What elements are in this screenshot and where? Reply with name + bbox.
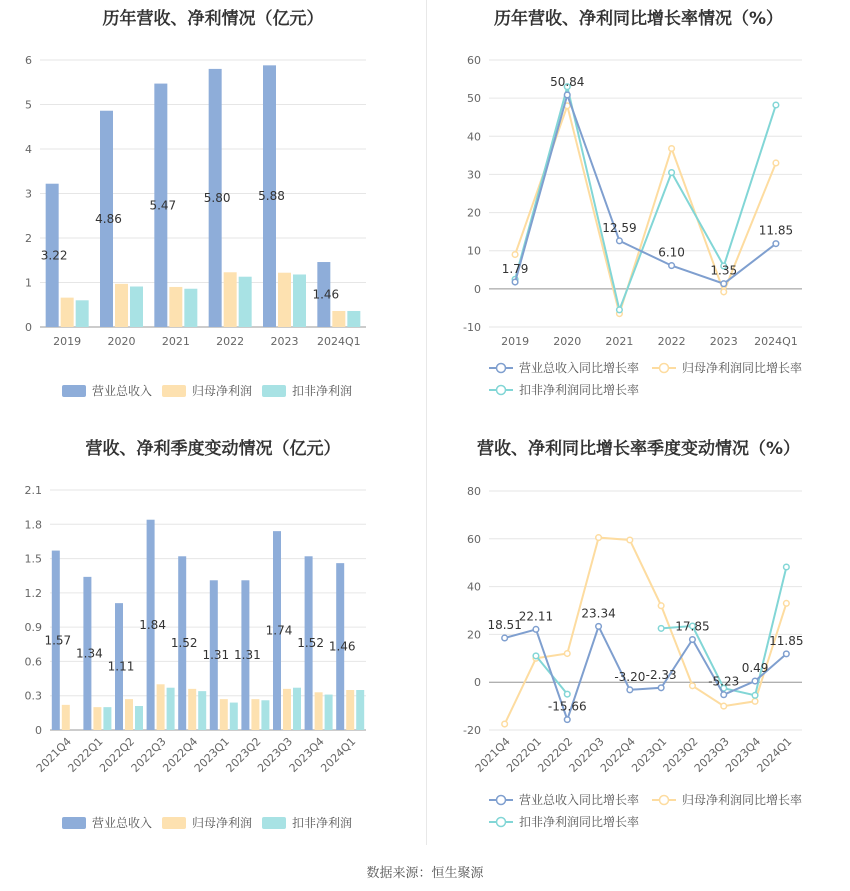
y-tick-label: 60: [467, 54, 481, 67]
data-label: -5.23: [708, 674, 740, 689]
x-tick-label: 2022: [657, 335, 686, 348]
y-tick-label: 40: [467, 130, 481, 144]
deducted-profit-bar: [325, 695, 333, 730]
data-label: 11.85: [769, 633, 804, 648]
data-label: 1.31: [202, 648, 230, 663]
net-profit-bar: [115, 284, 128, 327]
net-profit-growth-point: [721, 703, 727, 709]
data-label: 17.85: [675, 619, 710, 634]
deducted-profit-growth-point: [773, 102, 779, 108]
quarterly-growth-panel: [427, 425, 850, 850]
data-label: 4.86: [95, 211, 122, 226]
y-tick-label: 1.8: [24, 518, 42, 532]
data-label: 1.46: [312, 287, 340, 302]
revenue-growth-point: [773, 241, 779, 247]
x-tick-label: 2023Q1: [629, 734, 670, 775]
net-profit-bar: [224, 272, 237, 327]
data-label: 5.80: [203, 190, 231, 205]
x-tick-label: 2022Q4: [597, 734, 638, 775]
net-profit-growth-line: [505, 538, 787, 724]
x-tick-label: 2021Q4: [33, 734, 74, 775]
legend-swatch: [262, 385, 286, 397]
legend-swatch-marker: [497, 364, 506, 373]
legend-swatch: [62, 385, 86, 397]
data-label: 22.11: [518, 609, 554, 624]
legend-label: 营业总收入同比增长率: [519, 361, 640, 375]
x-tick-label: 2022Q3: [128, 734, 169, 775]
x-tick-label: 2020: [553, 335, 582, 348]
net-profit-growth-point: [564, 651, 570, 657]
net-profit-growth-point: [690, 683, 696, 689]
y-tick-label: 20: [467, 206, 481, 220]
data-label: 1.84: [139, 617, 166, 632]
y-tick-label: 0: [474, 676, 481, 690]
deducted-profit-growth-point: [784, 564, 790, 570]
revenue-growth-point: [627, 687, 633, 693]
deducted-profit-bar: [135, 706, 143, 730]
data-label: 1.46: [328, 639, 356, 654]
revenue-growth-point: [502, 635, 508, 641]
net-profit-growth-point: [512, 252, 518, 258]
deducted-profit-bar: [103, 707, 111, 730]
revenue-growth-point: [784, 651, 790, 657]
deducted-profit-bar: [293, 274, 306, 327]
deducted-profit-bar: [184, 289, 197, 327]
y-tick-label: 50: [467, 92, 481, 106]
y-tick-label: 1.5: [24, 552, 42, 566]
y-tick-label: 40: [467, 580, 481, 594]
x-tick-label: 2022Q2: [97, 734, 138, 775]
y-tick-label: 0: [474, 282, 481, 296]
data-label: 1.35: [710, 263, 738, 278]
deducted-profit-bar: [167, 688, 175, 730]
data-source: 数据来源：恒生聚源: [366, 866, 484, 881]
annual-bar-chart: [0, 0, 426, 420]
deducted-profit-bar: [356, 690, 364, 730]
net-profit-bar: [251, 699, 259, 730]
revenue-growth-point: [564, 717, 570, 723]
chart-title: 营收、净利同比增长率季度变动情况（%）: [476, 439, 801, 459]
revenue-growth-line: [515, 95, 776, 284]
x-tick-label: 2022Q4: [160, 734, 201, 775]
deducted-profit-bar: [261, 700, 269, 730]
net-profit-bar: [283, 689, 291, 730]
x-tick-label: 2023Q3: [691, 734, 732, 775]
revenue-growth-point: [596, 624, 602, 630]
quarterly-line-chart: [427, 425, 850, 850]
net-profit-bar: [315, 692, 323, 730]
x-tick-label: 2021: [605, 335, 634, 348]
legend-label: 归母净利润: [192, 384, 253, 398]
revenue-growth-point: [617, 238, 623, 244]
y-tick-label: 0: [25, 321, 32, 334]
y-tick-label: 0.6: [24, 655, 42, 669]
deducted-profit-bar: [293, 688, 301, 730]
legend-swatch-marker: [497, 386, 506, 395]
legend-label: 营业总收入: [92, 384, 153, 398]
legend-label: 营业总收入同比增长率: [519, 793, 640, 807]
deducted-profit-bar: [230, 703, 238, 730]
deducted-profit-bar: [347, 311, 360, 327]
y-tick-label: 1: [25, 276, 32, 290]
deducted-profit-growth-point: [669, 170, 675, 176]
deducted-profit-bar: [130, 287, 143, 327]
deducted-profit-growth-point: [658, 626, 664, 632]
revenue-growth-point: [512, 279, 518, 285]
data-label: 1.57: [44, 633, 72, 648]
data-label: 1.52: [297, 636, 324, 651]
annual-growth-panel: [427, 0, 850, 420]
y-tick-label: 0: [35, 724, 42, 737]
x-tick-label: 2019: [53, 335, 82, 348]
net-profit-growth-point: [773, 160, 779, 166]
y-tick-label: -10: [463, 321, 481, 334]
net-profit-growth-point: [627, 537, 633, 543]
y-tick-label: 2: [25, 232, 32, 245]
deducted-profit-growth-point: [533, 653, 539, 659]
data-label: 23.34: [581, 606, 616, 621]
legend-swatch-marker: [497, 796, 506, 805]
x-tick-label: 2023Q1: [191, 734, 232, 775]
legend-label: 归母净利润同比增长率: [682, 361, 803, 375]
legend-swatch-marker: [497, 818, 506, 827]
net-profit-bar: [278, 273, 291, 327]
y-tick-label: 3: [25, 187, 32, 201]
chart-title: 历年营收、净利情况（亿元）: [102, 9, 324, 29]
y-tick-label: 5: [25, 98, 32, 112]
x-tick-label: 2024Q1: [754, 335, 798, 348]
x-tick-label: 2023: [709, 335, 738, 348]
x-tick-label: 2022Q2: [535, 734, 576, 775]
net-profit-growth-point: [721, 289, 727, 295]
net-profit-bar: [62, 705, 70, 730]
legend-swatch: [262, 817, 286, 829]
net-profit-bar: [93, 707, 101, 730]
legend-label: 营业总收入: [92, 816, 153, 830]
y-tick-label: 30: [467, 168, 481, 182]
data-label: 11.85: [758, 223, 794, 238]
legend-label: 扣非净利润: [292, 816, 353, 830]
deducted-profit-growth-point: [617, 307, 623, 313]
legend-label: 扣非净利润: [292, 384, 353, 398]
x-tick-label: 2024Q1: [317, 335, 361, 348]
legend-label: 扣非净利润同比增长率: [519, 815, 640, 829]
legend-label: 归母净利润同比增长率: [682, 793, 803, 807]
net-profit-bar: [332, 311, 345, 327]
x-tick-label: 2021Q4: [472, 734, 513, 775]
net-profit-bar: [169, 287, 182, 327]
net-profit-bar: [157, 684, 165, 730]
x-tick-label: 2022Q3: [566, 734, 607, 775]
revenue-growth-point: [669, 263, 675, 269]
annual-revenue-profit-panel: [0, 0, 426, 420]
x-tick-label: 2023Q3: [255, 734, 296, 775]
data-label: 1.34: [76, 646, 103, 661]
y-tick-label: 10: [467, 244, 481, 258]
revenue-growth-point: [533, 627, 539, 633]
data-label: 6.10: [658, 245, 685, 260]
x-tick-label: 2023Q2: [660, 734, 701, 775]
y-tick-label: 0.9: [24, 621, 42, 635]
revenue-growth-point: [721, 281, 727, 287]
x-tick-label: 2023Q4: [723, 734, 764, 775]
net-profit-bar: [61, 298, 74, 327]
revenue-growth-point: [721, 692, 727, 698]
x-tick-label: 2022Q1: [504, 734, 545, 775]
y-tick-label: -20: [463, 724, 481, 737]
y-tick-label: 1.2: [24, 586, 42, 600]
net-profit-bar: [346, 690, 354, 730]
net-profit-growth-point: [669, 146, 675, 152]
data-label: 0.49: [741, 661, 769, 676]
data-label: 12.59: [602, 220, 637, 235]
legend-swatch-marker: [660, 796, 669, 805]
legend-label: 扣非净利润同比增长率: [519, 383, 640, 397]
legend-label: 归母净利润: [192, 816, 253, 830]
x-tick-label: 2023Q4: [286, 734, 327, 775]
net-profit-growth-point: [596, 535, 602, 541]
data-label: 1.52: [170, 636, 198, 651]
annual-line-chart: [427, 0, 850, 420]
chart-title: 营收、净利季度变动情况（亿元）: [85, 439, 341, 459]
data-label: 3.22: [40, 248, 68, 263]
revenue-growth-point: [752, 678, 758, 684]
y-tick-label: 20: [467, 628, 481, 642]
y-tick-label: 2.1: [24, 484, 42, 497]
deducted-profit-growth-point: [564, 691, 570, 697]
legend-swatch-marker: [660, 364, 669, 373]
x-tick-label: 2021: [161, 335, 190, 348]
chart-title: 历年营收、净利同比增长率情况（%）: [493, 9, 784, 29]
x-tick-label: 2024Q1: [318, 734, 359, 775]
legend-swatch: [162, 385, 186, 397]
revenue-growth-point: [564, 92, 570, 98]
y-tick-label: 4: [25, 143, 32, 156]
x-tick-label: 2023: [270, 335, 299, 348]
deducted-profit-bar: [239, 277, 252, 327]
net-profit-growth-point: [658, 603, 664, 609]
data-label: -2.33: [645, 667, 677, 682]
x-tick-label: 2022Q1: [65, 734, 106, 775]
data-label: 1.74: [265, 623, 293, 638]
net-profit-bar: [188, 689, 196, 730]
revenue-growth-point: [690, 637, 696, 643]
net-profit-bar: [125, 699, 133, 730]
net-profit-growth-point: [784, 601, 790, 607]
data-label: 5.47: [149, 198, 177, 213]
net-profit-bar: [220, 699, 228, 730]
x-tick-label: 2023Q2: [223, 734, 264, 775]
quarterly-bar-chart: [0, 425, 426, 850]
x-tick-label: 2022: [216, 335, 245, 348]
net-profit-growth-point: [752, 699, 758, 705]
legend-swatch: [162, 817, 186, 829]
y-tick-label: 6: [25, 54, 32, 67]
data-label: 1.11: [107, 659, 135, 674]
deducted-profit-growth-point: [752, 693, 758, 699]
x-tick-label: 2024Q1: [754, 734, 795, 775]
data-label: 1.79: [501, 262, 529, 277]
deducted-profit-bar: [76, 300, 89, 327]
y-tick-label: 60: [467, 532, 481, 546]
legend-swatch: [62, 817, 86, 829]
x-tick-label: 2019: [501, 335, 530, 348]
data-label: 5.88: [258, 189, 285, 204]
revenue-growth-point: [658, 685, 664, 691]
data-label: -15.66: [547, 699, 587, 714]
deducted-profit-bar: [198, 691, 206, 730]
y-tick-label: 80: [467, 485, 481, 498]
quarterly-revenue-profit-panel: [0, 425, 426, 850]
x-tick-label: 2020: [107, 335, 136, 348]
y-tick-label: 0.3: [24, 689, 42, 703]
data-label: 1.31: [234, 648, 261, 663]
net-profit-growth-point: [502, 721, 508, 727]
data-label: 18.51: [487, 617, 522, 632]
data-label: 50.84: [550, 74, 585, 89]
data-label: -3.20: [614, 669, 646, 684]
